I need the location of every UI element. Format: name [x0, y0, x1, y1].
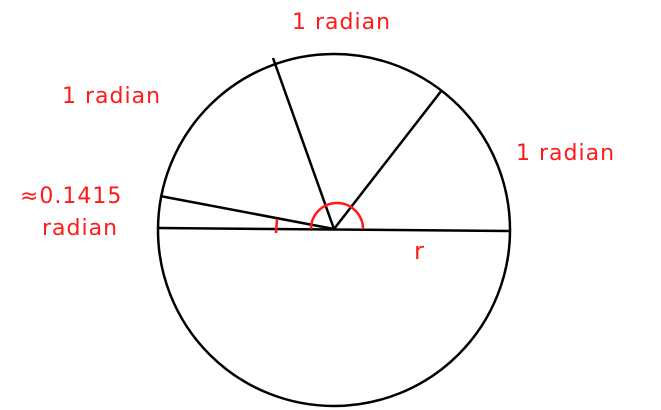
radius-3-radian: [160, 196, 334, 229]
small-angle-tick: [276, 219, 277, 233]
right-arc-label: 1 radian: [516, 141, 616, 166]
left-arc-label: 1 radian: [62, 84, 162, 109]
top-arc-label: 1 radian: [292, 10, 392, 35]
remainder-value-label: ≈0.1415: [20, 184, 123, 209]
radius-1-radian: [334, 90, 442, 229]
radius-label: r: [414, 237, 425, 265]
remainder-unit-label: radian: [42, 216, 119, 241]
radius-2-radian: [273, 58, 334, 229]
